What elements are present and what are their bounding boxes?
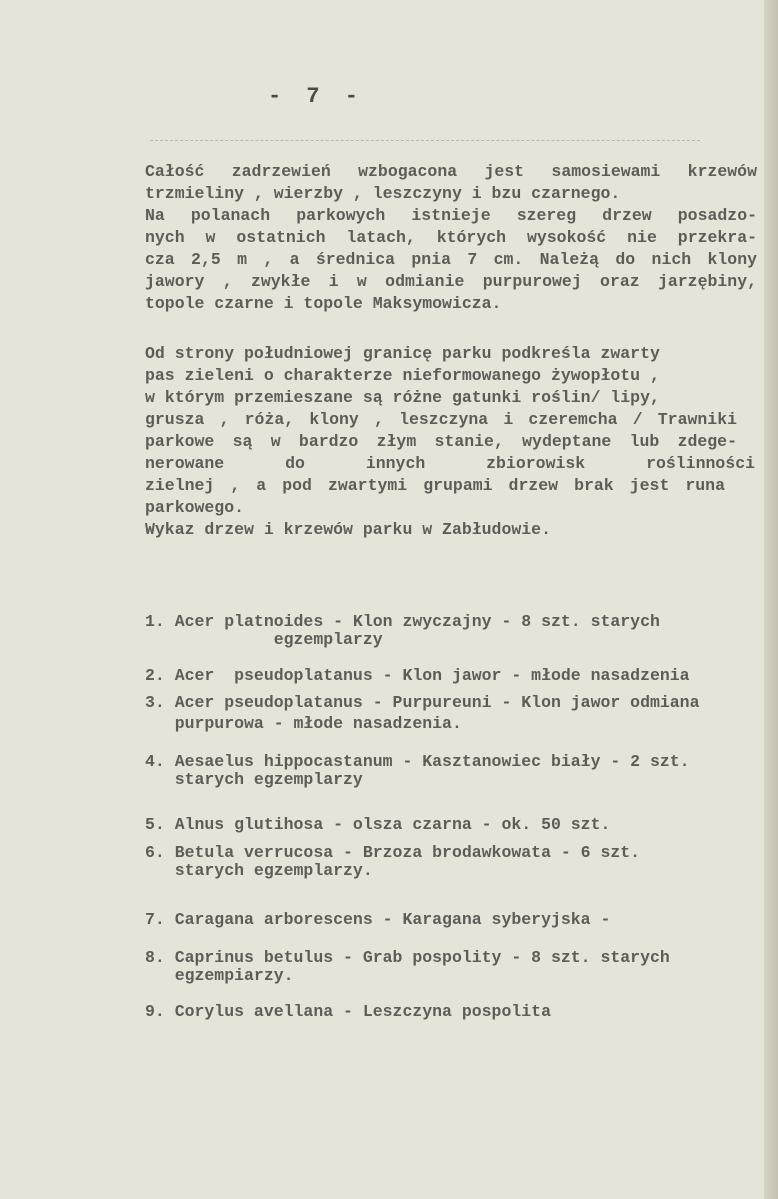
page-number: - 7 -: [268, 84, 365, 109]
list-heading: Wykaz drzew i krzewów parku w Zabłudowie.: [145, 520, 551, 539]
text-line: zielnej , a pod zwartymi grupami drzew brak jest runa: [145, 476, 725, 495]
list-item: 2. Acer pseudoplatanus - Klon jawor - młode nasadzenia: [145, 666, 690, 685]
list-item: 1. Acer platnoides - Klon zwyczajny - 8 szt. starych: [145, 612, 660, 631]
text-line: nych w ostatnich latach, których wysokość nie przekra-: [145, 228, 757, 247]
text-line: parkowego.: [145, 498, 245, 517]
text-line: pas zieleni o charakterze nieformowanego żywopłotu ,: [145, 366, 660, 385]
text-line: trzmieliny , wierzby , leszczyny i bzu czarnego.: [145, 184, 621, 203]
page-edge-shadow: [764, 0, 778, 1199]
list-item: 9. Corylus avellana - Leszczyna pospolita: [145, 1002, 551, 1021]
text-line: Od strony południowej granicę parku podkreśla zwarty: [145, 344, 660, 363]
list-item: 6. Betula verrucosa - Brzoza brodawkowata - 6 szt.: [145, 843, 641, 862]
list-item: 4. Aesaelus hippocastanum - Kasztanowiec biały - 2 szt.: [145, 752, 690, 771]
text-line: grusza , róża, klony , leszczyna i czeremcha / Trawniki: [145, 410, 737, 429]
text-line: cza 2,5 m , a średnica pnia 7 cm. Należą do nich klony: [145, 250, 757, 269]
text-line: topole czarne i topole Maksymowicza.: [145, 294, 502, 313]
list-item: 7. Caragana arborescens - Karagana syberyjska -: [145, 910, 611, 929]
list-item: 3. Acer pseudoplatanus - Purpureuni - Klon jawor odmiana: [145, 693, 700, 712]
list-item-cont: starych egzemplarzy.: [145, 861, 373, 880]
text-line: w którym przemieszane są różne gatunki roślin/ lipy,: [145, 388, 660, 407]
text-line: jawory , zwykłe i w odmianie purpurowej oraz jarzębiny,: [145, 272, 757, 291]
text-line: parkowe są w bardzo złym stanie, wydeptane lub zdege-: [145, 432, 737, 451]
text-line: Całość zadrzewień wzbogacona jest samosiewami krzewów: [145, 162, 757, 181]
list-item: 8. Caprinus betulus - Grab pospolity - 8 szt. starych: [145, 948, 670, 967]
text-line: Na polanach parkowych istnieje szereg drzew posadzo-: [145, 206, 757, 225]
list-item-cont: egzempiarzy.: [145, 966, 294, 985]
text-line: nerowane do innych zbiorowisk roślinności: [145, 454, 755, 473]
list-item-cont: egzemplarzy: [145, 630, 383, 649]
list-item: 5. Alnus glutihosa - olsza czarna - ok. 50 szt.: [145, 815, 611, 834]
separator-line: [150, 140, 700, 141]
list-item-cont: starych egzemplarzy: [145, 770, 363, 789]
list-item-cont: purpurowa - młode nasadzenia.: [145, 714, 462, 733]
